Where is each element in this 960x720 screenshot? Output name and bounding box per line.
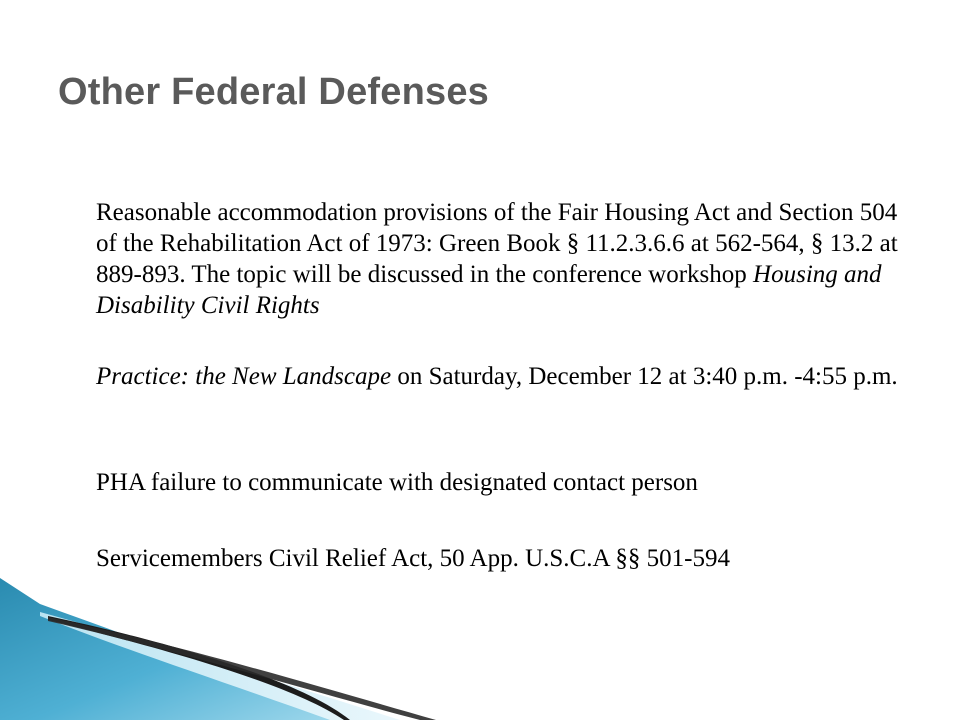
paragraph-workshop-schedule — [96, 361, 916, 392]
workshop-title-part1: Housing and Disability Civil Rights — [96, 261, 882, 319]
slide-title: Other Federal Defenses — [58, 71, 490, 113]
paragraph-fair-housing — [96, 197, 916, 321]
workshop-schedule-text: on Saturday, December 12 at 3:40 p.m. -4:55 p.m. — [391, 363, 898, 390]
decorative-corner-swoosh — [0, 560, 960, 720]
workshop-title-part2: Practice: the New Landscape — [96, 363, 392, 390]
paragraph-scra: Servicemembers Civil Relief Act, 50 App. U.S.C.A §§ 501-594 — [96, 545, 730, 572]
paragraph-pha-failure: PHA failure to communicate with designated contact person — [96, 469, 698, 496]
paragraph-fair-housing-text: Reasonable accommodation provisions of the Fair Housing Act and Section 504 of the Rehabilitation Act of 1973: Green Book § 11.2.3.6.6 at 562-564, § 13.2 at 889-893. The topic will be discussed in the conference workshop — [96, 199, 898, 288]
